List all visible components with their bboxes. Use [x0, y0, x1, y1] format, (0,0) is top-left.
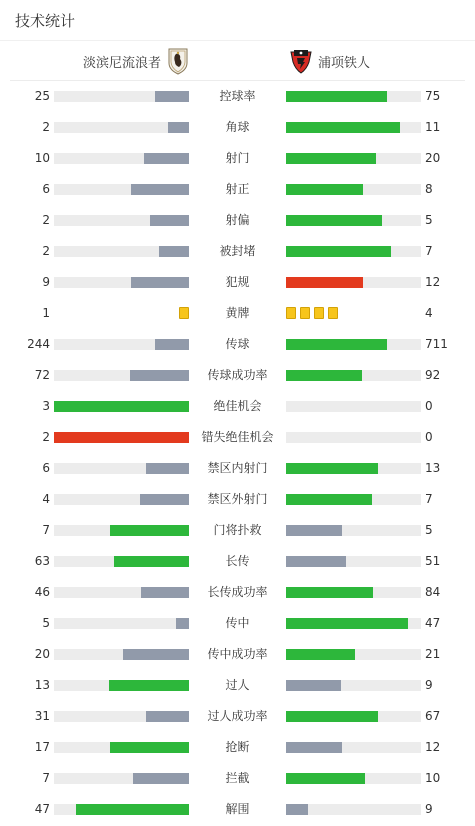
away-stat-bar-fill [286, 184, 363, 195]
home-stat-bar-fill [168, 122, 189, 133]
stat-label: 射正 [225, 182, 250, 196]
away-stat-bar [286, 246, 421, 257]
home-stat-bar [54, 339, 189, 350]
away-stat-value: 8 [425, 182, 433, 196]
stat-label: 过人 [225, 678, 250, 692]
away-stat-value: 9 [425, 802, 433, 816]
stat-row [0, 112, 475, 143]
home-stat-value: 7 [42, 771, 50, 785]
stat-label: 长传 [225, 554, 250, 568]
stat-label: 抢断 [225, 740, 250, 754]
away-stat-bar-fill [286, 804, 308, 815]
away-stat-bar [286, 556, 421, 567]
home-stat-bar [54, 680, 189, 691]
away-stat-bar-fill [286, 339, 387, 350]
home-stat-bar-fill [123, 649, 189, 660]
home-stat-bar-fill [76, 804, 189, 815]
away-stat-bar [286, 773, 421, 784]
stat-label: 拦截 [225, 771, 250, 785]
home-stat-bar-fill [146, 711, 189, 722]
home-stat-bar [54, 184, 189, 195]
home-stat-bar-fill [141, 587, 189, 598]
tampines-rovers-crest-icon [167, 47, 189, 75]
home-stat-bar [54, 122, 189, 133]
home-stat-value: 2 [42, 430, 50, 444]
home-stat-value: 2 [42, 120, 50, 134]
stat-label: 黄牌 [225, 306, 250, 320]
home-stat-bar-fill [155, 339, 189, 350]
away-stat-bar-fill [286, 742, 342, 753]
home-stat-bar [54, 556, 189, 567]
stat-label: 控球率 [219, 89, 256, 103]
away-stat-value: 47 [425, 616, 441, 630]
pohang-steelers-crest-icon [290, 47, 312, 75]
stats-list [0, 81, 475, 825]
away-stat-bar [286, 339, 421, 350]
stat-label: 传球 [225, 337, 250, 351]
away-stat-value: 12 [425, 275, 441, 289]
away-stat-value: 84 [425, 585, 441, 599]
home-stat-bar-fill [109, 680, 189, 691]
stat-row [0, 422, 475, 453]
away-stat-value: 10 [425, 771, 441, 785]
away-stat-bar [286, 91, 421, 102]
home-stat-value: 63 [34, 554, 50, 568]
away-stat-bar [286, 184, 421, 195]
stat-row [0, 205, 475, 236]
stat-row [0, 670, 475, 701]
away-yellow-cards [286, 307, 338, 320]
stat-label: 绝佳机会 [213, 399, 262, 413]
stat-row [0, 639, 475, 670]
stat-row [0, 608, 475, 639]
home-stat-bar [54, 773, 189, 784]
away-stat-value: 12 [425, 740, 441, 754]
away-stat-value: 21 [425, 647, 441, 661]
home-stat-bar [54, 246, 189, 257]
away-team-name: 浦项铁人 [318, 55, 371, 71]
stat-label: 错失绝佳机会 [201, 430, 274, 444]
stat-label: 传球成功率 [207, 368, 268, 382]
stat-row [0, 236, 475, 267]
home-stat-value: 13 [34, 678, 50, 692]
stat-label: 禁区内射门 [207, 461, 268, 475]
away-stat-value: 5 [425, 523, 433, 537]
away-stat-bar-fill [286, 618, 408, 629]
away-stat-bar [286, 587, 421, 598]
stat-label: 射偏 [225, 213, 250, 227]
home-stat-value: 17 [34, 740, 50, 754]
stat-row [0, 174, 475, 205]
away-stat-bar-fill [286, 246, 391, 257]
away-stat-bar [286, 277, 421, 288]
home-stat-bar [54, 432, 189, 443]
away-stat-bar [286, 153, 421, 164]
stat-row [0, 267, 475, 298]
home-team-name: 淡滨尼流浪者 [82, 55, 161, 71]
home-stat-bar [54, 401, 189, 412]
away-stat-value: 92 [425, 368, 441, 382]
away-stat-bar-fill [286, 494, 372, 505]
home-stat-bar [54, 370, 189, 381]
home-stat-value: 5 [42, 616, 50, 630]
yellow-card-icon [328, 307, 338, 319]
home-stat-bar-fill [144, 153, 189, 164]
away-stat-bar-fill [286, 587, 373, 598]
home-stat-bar-fill [110, 525, 189, 536]
home-stat-bar [54, 153, 189, 164]
stat-label: 角球 [225, 120, 250, 134]
stat-row [0, 515, 475, 546]
home-stat-bar-fill [146, 463, 189, 474]
away-stat-bar-fill [286, 91, 387, 102]
home-stat-bar-fill [54, 432, 189, 443]
home-stat-bar [54, 277, 189, 288]
away-stat-bar-fill [286, 649, 355, 660]
away-stat-bar [286, 370, 421, 381]
home-stat-value: 10 [34, 151, 50, 165]
home-stat-bar-fill [155, 91, 189, 102]
stat-row [0, 794, 475, 825]
home-stat-bar-fill [131, 184, 189, 195]
home-stat-value: 25 [34, 89, 50, 103]
stat-row [0, 577, 475, 608]
home-stat-value: 1 [42, 306, 50, 320]
away-team[interactable] [290, 41, 370, 81]
away-stat-bar-fill [286, 556, 346, 567]
home-stat-value: 7 [42, 523, 50, 537]
away-stat-value: 4 [425, 306, 433, 320]
away-stat-bar-fill [286, 122, 400, 133]
stat-label: 射门 [225, 151, 250, 165]
home-stat-bar-fill [133, 773, 189, 784]
home-stat-bar-fill [110, 742, 189, 753]
away-stat-value: 51 [425, 554, 441, 568]
away-stat-bar [286, 742, 421, 753]
home-stat-value: 3 [42, 399, 50, 413]
home-stat-value: 9 [42, 275, 50, 289]
away-stat-bar [286, 215, 421, 226]
away-stat-value: 7 [425, 244, 433, 258]
yellow-card-icon [286, 307, 296, 319]
stat-label: 过人成功率 [207, 709, 268, 723]
home-stat-bar-fill [176, 618, 189, 629]
teams-row [10, 41, 465, 81]
stat-row [0, 81, 475, 112]
home-stat-bar [54, 91, 189, 102]
home-stat-bar [54, 804, 189, 815]
away-stat-value: 0 [425, 399, 433, 413]
away-stat-bar-fill [286, 215, 382, 226]
home-stat-value: 47 [34, 802, 50, 816]
away-stat-bar [286, 401, 421, 412]
away-stat-bar-fill [286, 153, 376, 164]
home-stat-value: 4 [42, 492, 50, 506]
away-stat-value: 67 [425, 709, 441, 723]
yellow-card-icon [300, 307, 310, 319]
home-stat-bar [54, 587, 189, 598]
away-stat-bar-fill [286, 680, 341, 691]
stat-row [0, 484, 475, 515]
home-stat-bar-fill [131, 277, 189, 288]
home-stat-bar [54, 494, 189, 505]
yellow-card-icon [179, 307, 189, 319]
stat-label: 长传成功率 [207, 585, 268, 599]
away-stat-bar [286, 649, 421, 660]
home-stat-value: 31 [34, 709, 50, 723]
stat-row [0, 298, 475, 329]
stat-row [0, 391, 475, 422]
home-stat-bar [54, 463, 189, 474]
stat-row [0, 732, 475, 763]
away-stat-value: 11 [425, 120, 441, 134]
stat-label: 禁区外射门 [207, 492, 268, 506]
away-stat-value: 0 [425, 430, 433, 444]
stat-row [0, 453, 475, 484]
home-stat-bar [54, 649, 189, 660]
home-stat-bar [54, 215, 189, 226]
away-stat-value: 75 [425, 89, 441, 103]
stats-header [0, 0, 475, 41]
home-stat-bar [54, 711, 189, 722]
page-title: 技术统计 [15, 11, 76, 30]
away-stat-bar [286, 618, 421, 629]
home-stat-value: 2 [42, 213, 50, 227]
away-stat-value: 711 [425, 337, 448, 351]
stat-row [0, 763, 475, 794]
away-stat-bar [286, 525, 421, 536]
home-stat-bar-fill [150, 215, 189, 226]
stat-label: 犯规 [225, 275, 250, 289]
away-stat-bar [286, 463, 421, 474]
stat-label: 解围 [225, 802, 250, 816]
away-stat-bar [286, 494, 421, 505]
stat-label: 传中 [225, 616, 250, 630]
home-stat-bar [54, 618, 189, 629]
home-stat-value: 20 [34, 647, 50, 661]
home-stat-bar-fill [159, 246, 189, 257]
stat-row [0, 360, 475, 391]
away-stat-bar-fill [286, 370, 362, 381]
away-stat-value: 7 [425, 492, 433, 506]
home-stat-bar [54, 742, 189, 753]
home-stat-bar-fill [54, 401, 189, 412]
stat-row [0, 329, 475, 360]
home-stat-value: 72 [34, 368, 50, 382]
home-stat-bar-fill [114, 556, 189, 567]
stat-label: 门将扑救 [213, 523, 262, 537]
stat-label: 传中成功率 [207, 647, 268, 661]
away-stat-value: 5 [425, 213, 433, 227]
stat-row [0, 546, 475, 577]
home-stat-value: 46 [34, 585, 50, 599]
stat-row [0, 143, 475, 174]
home-stat-bar-fill [130, 370, 189, 381]
stat-label: 被封堵 [219, 244, 256, 258]
home-stat-bar-fill [140, 494, 189, 505]
away-stat-value: 20 [425, 151, 441, 165]
home-stat-value: 244 [27, 337, 50, 351]
away-stat-bar [286, 432, 421, 443]
away-stat-bar [286, 680, 421, 691]
home-team[interactable] [83, 41, 189, 81]
home-yellow-cards [179, 307, 189, 320]
stat-row [0, 701, 475, 732]
away-stat-bar-fill [286, 711, 378, 722]
yellow-card-icon [314, 307, 324, 319]
home-stat-value: 6 [42, 182, 50, 196]
away-stat-value: 9 [425, 678, 433, 692]
home-stat-bar [54, 525, 189, 536]
away-stat-bar [286, 122, 421, 133]
away-stat-bar-fill [286, 463, 378, 474]
away-stat-bar-fill [286, 277, 363, 288]
away-stat-bar [286, 804, 421, 815]
away-stat-bar-fill [286, 525, 342, 536]
away-stat-bar [286, 711, 421, 722]
home-stat-value: 6 [42, 461, 50, 475]
away-stat-bar-fill [286, 773, 365, 784]
home-stat-value: 2 [42, 244, 50, 258]
away-stat-value: 13 [425, 461, 441, 475]
